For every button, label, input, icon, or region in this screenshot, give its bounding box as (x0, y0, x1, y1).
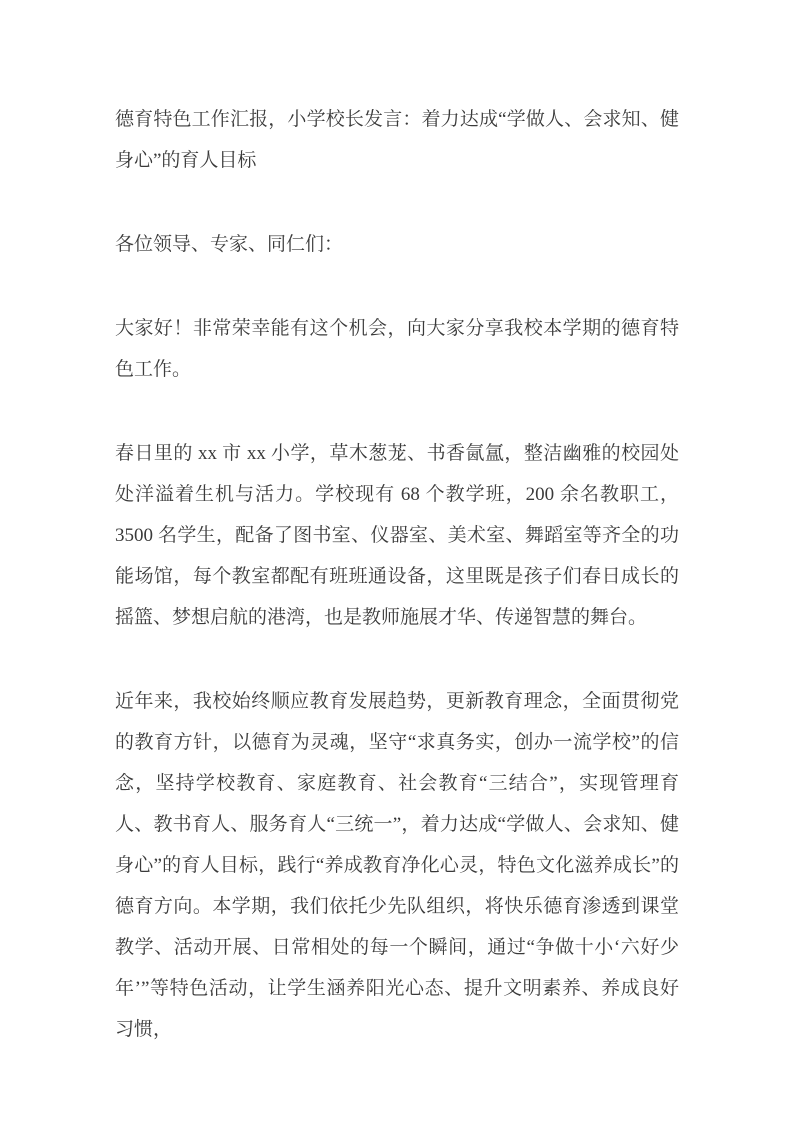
paragraph-salutation: 各位领导、专家、同仁们： (115, 234, 344, 255)
paragraph-moral-education-work: 近年来，我校始终顺应教育发展趋势，更新教育理念，全面贯彻党的教育方针，以德育为灵魂，坚守“求真务实，创办一流学校”的信念，坚持学校教育、家庭教育、社会教育“三结合”，实现管理育人、教书育人、服务育人“三统一”，着力达成“学做人、会求知、健身心”的育人目标，践行“养成教育净化心灵，特色文化滋养成长”的德育方向。本学期，我们依托少先队组织，将快乐德育渗透到课堂教学、活动开展、日常相处的每一个瞬间，通过“争做十小‘六好少年’”等特色活动，让学生涵养阳光心态、提升文明素养、养成良好习惯， (115, 691, 679, 1040)
document-title: 德育特色工作汇报，小学校长发言：着力达成“学做人、会求知、健身心”的育人目标 (115, 109, 679, 171)
paragraph-greeting: 大家好！非常荣幸能有这个机会，向大家分享我校本学期的德育特色工作。 (115, 318, 679, 380)
paragraph-school-overview: 春日里的 xx 市 xx 小学，草木葱茏、书香氤氲，整洁幽雅的校园处处洋溢着生机与活力。学校现有 68 个教学班，200 余名教职工，3500 名学生，配备了图书室、仪器室、美术室、舞蹈室等齐全的功能场馆，每个教室都配有班班通设备，这里既是孩子们春日成长的摇篮、梦想启航的港湾，也是教师施展才华、传递智慧的舞台。 (115, 443, 679, 628)
